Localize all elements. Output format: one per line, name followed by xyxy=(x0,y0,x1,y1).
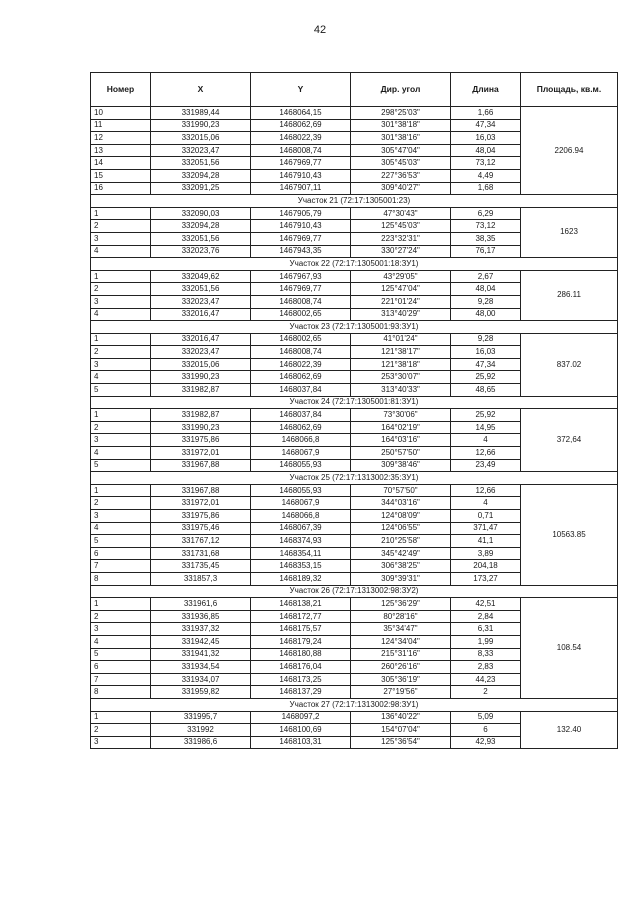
length-cell: 173,27 xyxy=(451,572,521,585)
section-row xyxy=(91,258,618,271)
y-cell: 1468176,04 xyxy=(251,661,351,674)
direction-angle-cell: 309°40'27" xyxy=(351,182,451,195)
length-cell: 204,18 xyxy=(451,560,521,573)
y-cell: 1468008,74 xyxy=(251,346,351,359)
direction-angle-cell: 227°36'53" xyxy=(351,169,451,182)
point-number-cell: 15 xyxy=(91,169,151,182)
point-number-cell: 1 xyxy=(91,711,151,724)
length-cell: 44,23 xyxy=(451,673,521,686)
x-cell: 331941,32 xyxy=(151,648,251,661)
length-cell: 6,31 xyxy=(451,623,521,636)
table-row xyxy=(91,333,618,346)
point-number-cell: 3 xyxy=(91,510,151,523)
y-cell: 1467967,93 xyxy=(251,270,351,283)
x-cell: 331975,86 xyxy=(151,434,251,447)
x-cell: 332051,56 xyxy=(151,283,251,296)
length-cell: 9,28 xyxy=(451,295,521,308)
section-row xyxy=(91,585,618,598)
length-cell: 25,92 xyxy=(451,371,521,384)
direction-angle-cell: 210°25'58" xyxy=(351,535,451,548)
direction-angle-cell: 121°38'17" xyxy=(351,346,451,359)
x-cell: 331967,88 xyxy=(151,459,251,472)
y-cell: 1468008,74 xyxy=(251,295,351,308)
length-cell: 47,34 xyxy=(451,119,521,132)
point-number-cell: 5 xyxy=(91,535,151,548)
length-cell: 73,12 xyxy=(451,157,521,170)
point-number-cell: 6 xyxy=(91,547,151,560)
point-number-cell: 2 xyxy=(91,610,151,623)
point-number-cell: 3 xyxy=(91,232,151,245)
direction-angle-cell: 164°02'19" xyxy=(351,421,451,434)
y-cell: 1468002,65 xyxy=(251,308,351,321)
point-number-cell: 4 xyxy=(91,522,151,535)
length-cell: 1,99 xyxy=(451,635,521,648)
direction-angle-cell: 260°26'16" xyxy=(351,661,451,674)
section-title: Участок 23 (72:17:1305001:93:ЗУ1) xyxy=(91,321,618,334)
length-cell: 12,66 xyxy=(451,484,521,497)
direction-angle-cell: 345°42'49" xyxy=(351,547,451,560)
y-cell: 1467905,79 xyxy=(251,207,351,220)
x-cell: 331972,01 xyxy=(151,497,251,510)
direction-angle-cell: 313°40'29" xyxy=(351,308,451,321)
length-cell: 1,68 xyxy=(451,182,521,195)
direction-angle-cell: 125°36'54" xyxy=(351,736,451,749)
area-cell: 372,64 xyxy=(521,409,618,472)
direction-angle-cell: 121°38'18" xyxy=(351,358,451,371)
x-cell: 332090,03 xyxy=(151,207,251,220)
length-cell: 25,92 xyxy=(451,409,521,422)
y-cell: 1468180,88 xyxy=(251,648,351,661)
point-number-cell: 2 xyxy=(91,724,151,737)
point-number-cell: 4 xyxy=(91,245,151,258)
x-cell: 331731,68 xyxy=(151,547,251,560)
area-cell: 837.02 xyxy=(521,333,618,396)
x-cell: 331990,23 xyxy=(151,119,251,132)
length-cell: 12,66 xyxy=(451,447,521,460)
length-cell: 4 xyxy=(451,497,521,510)
y-cell: 1468037,84 xyxy=(251,384,351,397)
point-number-cell: 4 xyxy=(91,447,151,460)
point-number-cell: 7 xyxy=(91,673,151,686)
point-number-cell: 6 xyxy=(91,661,151,674)
direction-angle-cell: 125°36'29" xyxy=(351,598,451,611)
point-number-cell: 7 xyxy=(91,560,151,573)
point-number-cell: 16 xyxy=(91,182,151,195)
section-title: Участок 21 (72:17:1305001:23) xyxy=(91,195,618,208)
x-cell: 332023,47 xyxy=(151,295,251,308)
point-number-cell: 1 xyxy=(91,409,151,422)
x-cell: 332015,06 xyxy=(151,358,251,371)
section-row xyxy=(91,195,618,208)
point-number-cell: 3 xyxy=(91,623,151,636)
length-cell: 48,65 xyxy=(451,384,521,397)
direction-angle-cell: 306°38'25" xyxy=(351,560,451,573)
x-cell: 331982,87 xyxy=(151,384,251,397)
x-cell: 332094,28 xyxy=(151,220,251,233)
length-cell: 2 xyxy=(451,686,521,699)
point-number-cell: 11 xyxy=(91,119,151,132)
table-row xyxy=(91,711,618,724)
point-number-cell: 3 xyxy=(91,736,151,749)
area-cell: 10563.85 xyxy=(521,484,618,585)
page-number: 42 xyxy=(313,24,327,36)
point-number-cell: 8 xyxy=(91,686,151,699)
header-length: Длина xyxy=(451,73,521,107)
y-cell: 1467969,77 xyxy=(251,157,351,170)
point-number-cell: 1 xyxy=(91,270,151,283)
point-number-cell: 10 xyxy=(91,107,151,120)
direction-angle-cell: 43°29'05" xyxy=(351,270,451,283)
y-cell: 1468062,69 xyxy=(251,421,351,434)
length-cell: 0,71 xyxy=(451,510,521,523)
x-cell: 331982,87 xyxy=(151,409,251,422)
area-cell: 286.11 xyxy=(521,270,618,320)
y-cell: 1468354,11 xyxy=(251,547,351,560)
direction-angle-cell: 73°30'06" xyxy=(351,409,451,422)
x-cell: 331990,23 xyxy=(151,371,251,384)
section-title: Участок 27 (72:17:1313002:98:ЗУ1) xyxy=(91,698,618,711)
length-cell: 42,51 xyxy=(451,598,521,611)
header-y: Y xyxy=(251,73,351,107)
x-cell: 331975,46 xyxy=(151,522,251,535)
x-cell: 332015,06 xyxy=(151,132,251,145)
direction-angle-cell: 313°40'33" xyxy=(351,384,451,397)
section-row xyxy=(91,698,618,711)
header-x: X xyxy=(151,73,251,107)
point-number-cell: 4 xyxy=(91,371,151,384)
direction-angle-cell: 253°30'07" xyxy=(351,371,451,384)
y-cell: 1467969,77 xyxy=(251,283,351,296)
table-row xyxy=(91,270,618,283)
direction-angle-cell: 330°27'24" xyxy=(351,245,451,258)
area-cell: 1623 xyxy=(521,207,618,257)
length-cell: 42,93 xyxy=(451,736,521,749)
direction-angle-cell: 223°32'31" xyxy=(351,232,451,245)
section-title: Участок 26 (72:17:1313002:98:ЗУ2) xyxy=(91,585,618,598)
direction-angle-cell: 309°39'31" xyxy=(351,572,451,585)
x-cell: 332051,56 xyxy=(151,157,251,170)
x-cell: 331961,6 xyxy=(151,598,251,611)
table-body xyxy=(91,107,618,749)
table-row xyxy=(91,598,618,611)
direction-angle-cell: 215°31'16" xyxy=(351,648,451,661)
direction-angle-cell: 125°45'03" xyxy=(351,220,451,233)
x-cell: 332023,47 xyxy=(151,144,251,157)
x-cell: 332016,47 xyxy=(151,333,251,346)
area-cell: 132.40 xyxy=(521,711,618,749)
point-number-cell: 4 xyxy=(91,635,151,648)
length-cell: 3,89 xyxy=(451,547,521,560)
section-row xyxy=(91,472,618,485)
point-number-cell: 5 xyxy=(91,648,151,661)
y-cell: 1468055,93 xyxy=(251,459,351,472)
direction-angle-cell: 221°01'24" xyxy=(351,295,451,308)
point-number-cell: 5 xyxy=(91,459,151,472)
table-row xyxy=(91,484,618,497)
table-row xyxy=(91,207,618,220)
direction-angle-cell: 70°57'50" xyxy=(351,484,451,497)
length-cell: 16,03 xyxy=(451,346,521,359)
length-cell: 371,47 xyxy=(451,522,521,535)
direction-angle-cell: 309°38'46" xyxy=(351,459,451,472)
length-cell: 9,28 xyxy=(451,333,521,346)
y-cell: 1468008,74 xyxy=(251,144,351,157)
length-cell: 48,04 xyxy=(451,283,521,296)
x-cell: 331767,12 xyxy=(151,535,251,548)
direction-angle-cell: 47°30'43" xyxy=(351,207,451,220)
y-cell: 1468064,15 xyxy=(251,107,351,120)
area-cell: 108.54 xyxy=(521,598,618,699)
x-cell: 331986,6 xyxy=(151,736,251,749)
x-cell: 332094,28 xyxy=(151,169,251,182)
direction-angle-cell: 41°01'24" xyxy=(351,333,451,346)
length-cell: 41,1 xyxy=(451,535,521,548)
y-cell: 1468066,8 xyxy=(251,510,351,523)
table-row xyxy=(91,107,618,120)
y-cell: 1468179,24 xyxy=(251,635,351,648)
y-cell: 1468037,84 xyxy=(251,409,351,422)
direction-angle-cell: 298°25'03" xyxy=(351,107,451,120)
y-cell: 1468173,25 xyxy=(251,673,351,686)
y-cell: 1468002,65 xyxy=(251,333,351,346)
header-area: Площадь, кв.м. xyxy=(521,73,618,107)
x-cell: 331936,85 xyxy=(151,610,251,623)
x-cell: 331857,3 xyxy=(151,572,251,585)
section-title: Участок 24 (72:17:1305001:81:ЗУ1) xyxy=(91,396,618,409)
length-cell: 23,49 xyxy=(451,459,521,472)
y-cell: 1468055,93 xyxy=(251,484,351,497)
section-title: Участок 22 (72:17:1305001:18:ЗУ1) xyxy=(91,258,618,271)
length-cell: 8,33 xyxy=(451,648,521,661)
length-cell: 16,03 xyxy=(451,132,521,145)
x-cell: 332051,56 xyxy=(151,232,251,245)
y-cell: 1468022,39 xyxy=(251,132,351,145)
length-cell: 76,17 xyxy=(451,245,521,258)
point-number-cell: 13 xyxy=(91,144,151,157)
x-cell: 331959,82 xyxy=(151,686,251,699)
x-cell: 331975,86 xyxy=(151,510,251,523)
y-cell: 1467910,43 xyxy=(251,220,351,233)
y-cell: 1468103,31 xyxy=(251,736,351,749)
y-cell: 1468067,39 xyxy=(251,522,351,535)
x-cell: 331995,7 xyxy=(151,711,251,724)
x-cell: 331937,32 xyxy=(151,623,251,636)
direction-angle-cell: 124°34'04" xyxy=(351,635,451,648)
y-cell: 1467943,35 xyxy=(251,245,351,258)
x-cell: 332023,47 xyxy=(151,346,251,359)
point-number-cell: 4 xyxy=(91,308,151,321)
x-cell: 331972,01 xyxy=(151,447,251,460)
y-cell: 1467907,11 xyxy=(251,182,351,195)
y-cell: 1468066,8 xyxy=(251,434,351,447)
x-cell: 331735,45 xyxy=(151,560,251,573)
direction-angle-cell: 305°45'03" xyxy=(351,157,451,170)
point-number-cell: 1 xyxy=(91,333,151,346)
y-cell: 1468097,2 xyxy=(251,711,351,724)
area-cell: 2206.94 xyxy=(521,107,618,195)
x-cell: 332016,47 xyxy=(151,308,251,321)
length-cell: 6 xyxy=(451,724,521,737)
length-cell: 5,09 xyxy=(451,711,521,724)
point-number-cell: 2 xyxy=(91,283,151,296)
x-cell: 332049,62 xyxy=(151,270,251,283)
direction-angle-cell: 124°06'55" xyxy=(351,522,451,535)
y-cell: 1468067,9 xyxy=(251,497,351,510)
section-row xyxy=(91,321,618,334)
point-number-cell: 2 xyxy=(91,220,151,233)
direction-angle-cell: 125°47'04" xyxy=(351,283,451,296)
direction-angle-cell: 154°07'04" xyxy=(351,724,451,737)
y-cell: 1468062,69 xyxy=(251,371,351,384)
direction-angle-cell: 35°34'47" xyxy=(351,623,451,636)
length-cell: 47,34 xyxy=(451,358,521,371)
direction-angle-cell: 124°08'09" xyxy=(351,510,451,523)
length-cell: 2,67 xyxy=(451,270,521,283)
direction-angle-cell: 80°28'16" xyxy=(351,610,451,623)
direction-angle-cell: 250°57'50" xyxy=(351,447,451,460)
y-cell: 1468062,69 xyxy=(251,119,351,132)
length-cell: 73,12 xyxy=(451,220,521,233)
point-number-cell: 1 xyxy=(91,598,151,611)
y-cell: 1468138,21 xyxy=(251,598,351,611)
x-cell: 331967,88 xyxy=(151,484,251,497)
point-number-cell: 1 xyxy=(91,484,151,497)
y-cell: 1468137,29 xyxy=(251,686,351,699)
direction-angle-cell: 136°40'22" xyxy=(351,711,451,724)
x-cell: 331990,23 xyxy=(151,421,251,434)
length-cell: 2,83 xyxy=(451,661,521,674)
x-cell: 331989,44 xyxy=(151,107,251,120)
point-number-cell: 8 xyxy=(91,572,151,585)
length-cell: 48,00 xyxy=(451,308,521,321)
section-row xyxy=(91,396,618,409)
point-number-cell: 2 xyxy=(91,497,151,510)
point-number-cell: 3 xyxy=(91,434,151,447)
length-cell: 6,29 xyxy=(451,207,521,220)
direction-angle-cell: 305°47'04" xyxy=(351,144,451,157)
direction-angle-cell: 305°36'19" xyxy=(351,673,451,686)
length-cell: 1,66 xyxy=(451,107,521,120)
x-cell: 331992 xyxy=(151,724,251,737)
x-cell: 331942,45 xyxy=(151,635,251,648)
direction-angle-cell: 27°19'56" xyxy=(351,686,451,699)
section-title: Участок 25 (72:17:1313002:35:ЗУ1) xyxy=(91,472,618,485)
length-cell: 2,84 xyxy=(451,610,521,623)
y-cell: 1468374,93 xyxy=(251,535,351,548)
table-row xyxy=(91,409,618,422)
y-cell: 1468353,15 xyxy=(251,560,351,573)
point-number-cell: 14 xyxy=(91,157,151,170)
header-number: Номер xyxy=(91,73,151,107)
header-direction-angle: Дир. угол xyxy=(351,73,451,107)
x-cell: 331934,07 xyxy=(151,673,251,686)
length-cell: 14,95 xyxy=(451,421,521,434)
length-cell: 4,49 xyxy=(451,169,521,182)
x-cell: 331934,54 xyxy=(151,661,251,674)
point-number-cell: 3 xyxy=(91,358,151,371)
y-cell: 1468067,9 xyxy=(251,447,351,460)
x-cell: 332023,76 xyxy=(151,245,251,258)
direction-angle-cell: 164°03'16" xyxy=(351,434,451,447)
y-cell: 1467969,77 xyxy=(251,232,351,245)
y-cell: 1468100,69 xyxy=(251,724,351,737)
y-cell: 1468022,39 xyxy=(251,358,351,371)
coordinates-table xyxy=(90,72,618,749)
y-cell: 1468175,57 xyxy=(251,623,351,636)
y-cell: 1468189,32 xyxy=(251,572,351,585)
point-number-cell: 2 xyxy=(91,346,151,359)
point-number-cell: 1 xyxy=(91,207,151,220)
x-cell: 332091,25 xyxy=(151,182,251,195)
point-number-cell: 3 xyxy=(91,295,151,308)
length-cell: 48,04 xyxy=(451,144,521,157)
point-number-cell: 2 xyxy=(91,421,151,434)
length-cell: 38,35 xyxy=(451,232,521,245)
y-cell: 1468172,77 xyxy=(251,610,351,623)
direction-angle-cell: 344°03'16" xyxy=(351,497,451,510)
y-cell: 1467910,43 xyxy=(251,169,351,182)
direction-angle-cell: 301°38'18" xyxy=(351,119,451,132)
direction-angle-cell: 301°38'16" xyxy=(351,132,451,145)
table-header-row xyxy=(91,73,618,107)
point-number-cell: 12 xyxy=(91,132,151,145)
length-cell: 4 xyxy=(451,434,521,447)
point-number-cell: 5 xyxy=(91,384,151,397)
